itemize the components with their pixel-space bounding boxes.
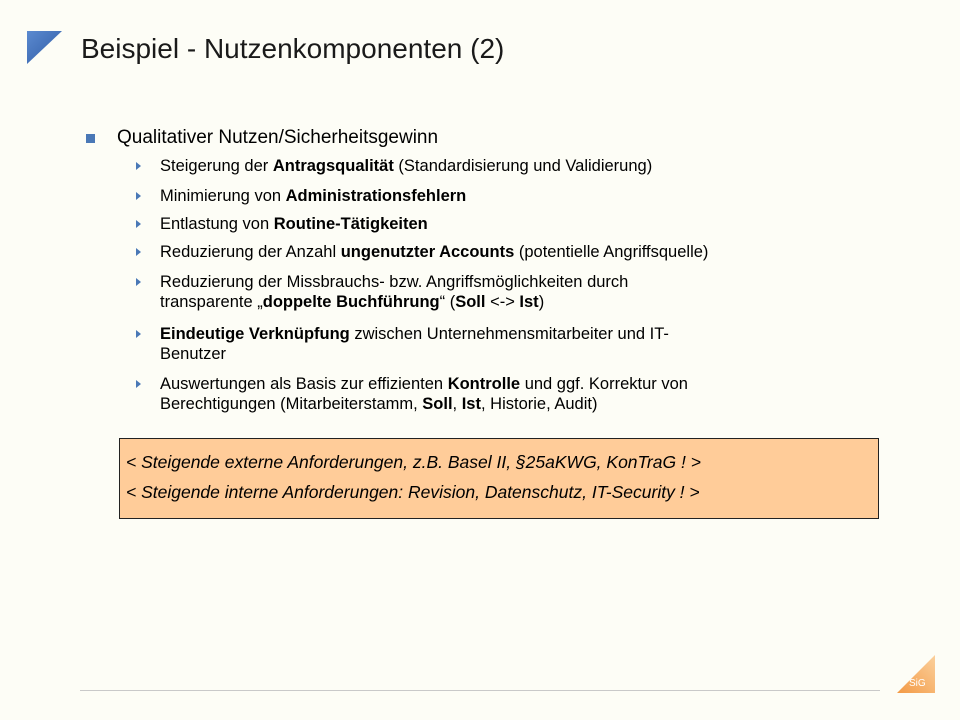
text-segment: und ggf. Korrektur von: [520, 375, 688, 393]
arrow-bullet-icon: [136, 220, 141, 228]
arrow-bullet-icon: [136, 278, 141, 286]
slide-title: Beispiel - Nutzenkomponenten (2): [81, 33, 505, 64]
bold-term: Soll: [422, 395, 453, 413]
box-line-external: < Steigende externe Anforderungen, z.B. Basel II, §25aKWG, KonTraG ! >: [126, 452, 701, 472]
text-segment: transparente „: [160, 293, 263, 311]
footer-divider: [80, 690, 880, 691]
sub-bullet-item: [136, 242, 708, 262]
arrow-bullet-icon: [136, 380, 141, 388]
sub-bullet-text: [160, 156, 652, 176]
text-segment: Reduzierung der Missbrauchs- bzw. Angriffsmöglichkeiten durch: [160, 273, 629, 291]
main-bullet: [86, 126, 438, 150]
bold-term: Administrationsfehlern: [285, 187, 467, 205]
text-segment: Benutzer: [160, 345, 227, 363]
text-segment: “ (: [439, 293, 456, 311]
text-segment: (Standardisierung und Validierung): [393, 157, 653, 175]
arrow-bullet-icon: [136, 248, 141, 256]
sub-bullet-item: [136, 272, 628, 312]
arrow-bullet-icon: [136, 330, 141, 338]
text-segment: zwischen Unternehmensmitarbeiter und IT-: [349, 325, 669, 343]
text-segment: (potentielle Angriffsquelle): [514, 243, 709, 261]
sub-bullet-text: [160, 272, 628, 312]
bold-term: Ist: [461, 395, 481, 413]
text-segment: <->: [485, 293, 520, 311]
sub-bullet-text: [160, 186, 466, 206]
arrow-bullet-icon: [136, 192, 141, 200]
bold-term: Routine-Tätigkeiten: [273, 215, 428, 233]
bold-term: Soll: [455, 293, 486, 311]
main-bullet-text: Qualitativer Nutzen/Sicherheitsgewinn: [117, 127, 439, 148]
corner-triangle-icon: [27, 31, 62, 64]
square-bullet-icon: [86, 134, 95, 143]
box-line-internal: < Steigende interne Anforderungen: Revision, Datenschutz, IT-Security ! >: [126, 482, 700, 502]
bold-term: doppelte Buchführung: [262, 293, 440, 311]
text-segment: Minimierung von: [160, 187, 286, 205]
text-segment: Steigerung der: [160, 157, 273, 175]
sub-bullet-text: [160, 374, 688, 414]
text-segment: Entlastung von: [160, 215, 274, 233]
text-segment: , Historie, Audit): [480, 395, 598, 413]
text-segment: Berechtigungen (Mitarbeiterstamm,: [160, 395, 423, 413]
sub-bullet-item: [136, 156, 652, 176]
requirements-box: [119, 438, 879, 519]
logo-text: SiG: [909, 678, 926, 689]
sub-bullet-item: [136, 214, 428, 234]
sub-bullet-item: [136, 324, 669, 364]
bold-term: Kontrolle: [447, 375, 521, 393]
sub-bullet-text: [160, 214, 428, 234]
text-segment: ): [538, 293, 545, 311]
arrow-bullet-icon: [136, 162, 141, 170]
sub-bullet-item: [136, 186, 466, 206]
sub-bullet-text: [160, 324, 669, 364]
bold-term: ungenutzter Accounts: [340, 243, 515, 261]
bold-term: Ist: [519, 293, 539, 311]
bold-term: Antragsqualität: [272, 157, 394, 175]
bold-term: Eindeutige Verknüpfung: [160, 325, 350, 343]
text-segment: ,: [452, 395, 462, 413]
text-segment: Reduzierung der Anzahl: [160, 243, 341, 261]
sub-bullet-item: [136, 374, 688, 414]
sub-bullet-text: [160, 242, 708, 262]
text-segment: Auswertungen als Basis zur effizienten: [160, 375, 448, 393]
